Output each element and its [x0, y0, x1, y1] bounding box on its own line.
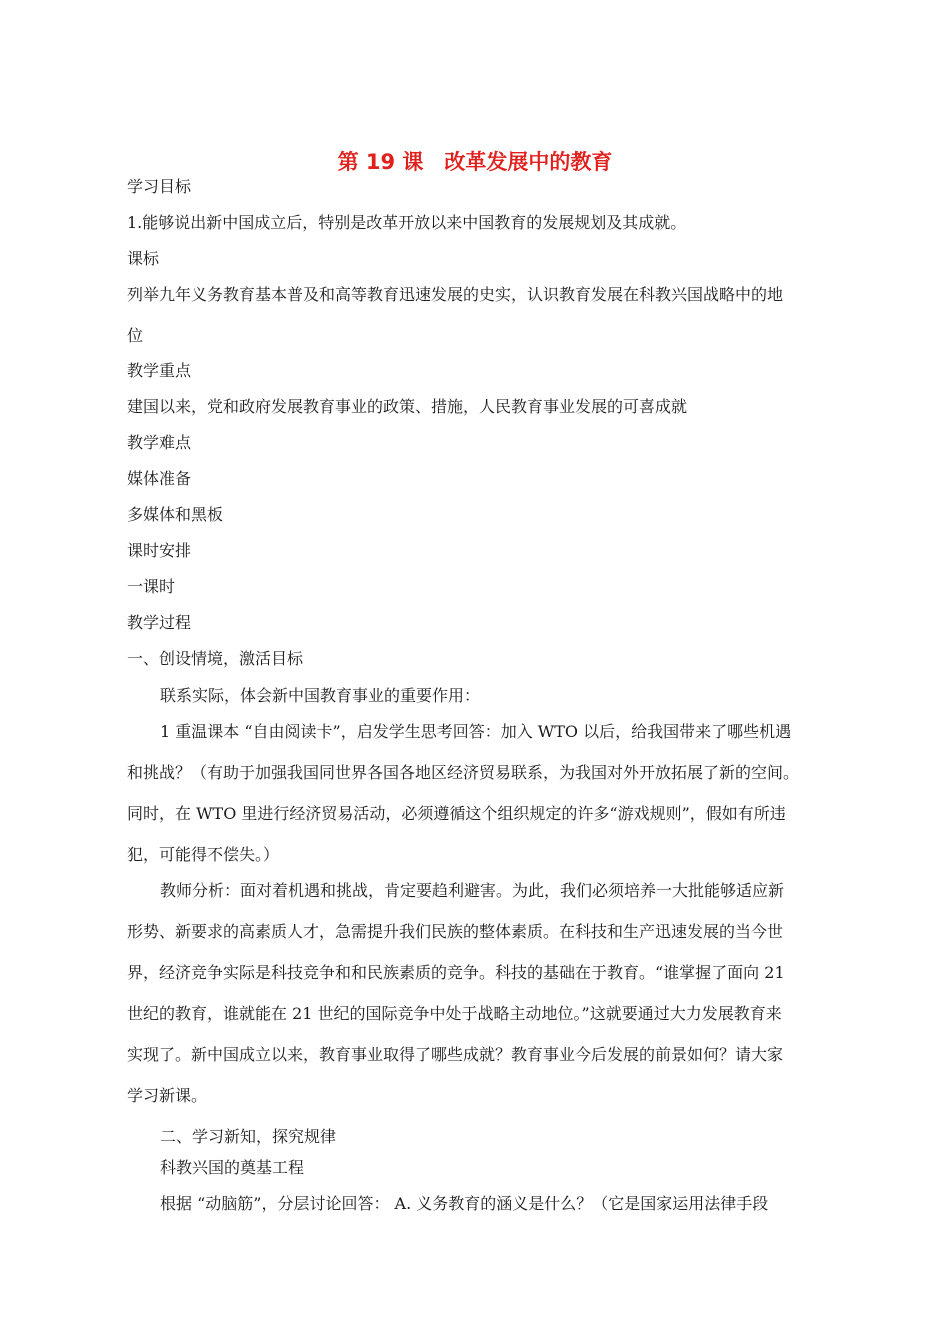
paragraph-line: 学习新课。 — [127, 1086, 208, 1105]
heading-teaching-process: 教学过程 — [127, 613, 192, 632]
heading-media-preparation: 媒体准备 — [127, 469, 192, 488]
section-2-heading: 二、学习新知，探究规律 — [160, 1127, 337, 1146]
section-1-heading: 一、创设情境，激活目标 — [127, 649, 304, 668]
subsection-heading: 科教兴国的奠基工程 — [160, 1158, 305, 1177]
class-schedule-text: 一课时 — [127, 577, 176, 596]
paragraph-line: 和挑战？（有助于加强我国同世界各国各地区经济贸易联系，为我国对外开放拓展了新的空间。 — [127, 763, 800, 782]
curriculum-standard-text-cont: 位 — [127, 326, 144, 345]
paragraph-line: 根据 “动脑筋”，分层讨论回答： A. 义务教育的涵义是什么？（它是国家运用法律手段 — [160, 1194, 769, 1213]
paragraph-line: 同时，在 WTO 里进行经济贸易活动，必须遵循这个组织规定的许多“游戏规则”，假如有所违 — [127, 804, 786, 823]
heading-class-schedule: 课时安排 — [127, 541, 192, 560]
paragraph-line: 1 重温课本 “自由阅读卡”，启发学生思考回答：加入 WTO 以后，给我国带来了哪些机遇 — [160, 722, 792, 741]
learning-goal-1: 1.能够说出新中国成立后，特别是改革开放以来中国教育的发展规划及其成就。 — [127, 213, 687, 232]
paragraph-line: 界，经济竞争实际是科技竞争和和民族素质的竞争。科技的基础在于教育。“谁掌握了面向 21 — [127, 963, 785, 982]
paragraph-line: 世纪的教育，谁就能在 21 世纪的国际竞争中处于战略主动地位。”这就要通过大力发展教育来 — [127, 1004, 782, 1023]
heading-teaching-focus: 教学重点 — [127, 361, 192, 380]
media-preparation-text: 多媒体和黑板 — [127, 505, 224, 524]
paragraph-line: 实现了。新中国成立以来，教育事业取得了哪些成就？教育事业今后发展的前景如何？请大家 — [127, 1045, 784, 1064]
heading-learning-goals: 学习目标 — [127, 177, 192, 196]
paragraph-line: 犯，可能得不偿失。） — [127, 845, 280, 864]
paragraph-line: 联系实际，体会新中国教育事业的重要作用： — [160, 686, 481, 705]
teaching-focus-text: 建国以来，党和政府发展教育事业的政策、措施，人民教育事业发展的可喜成就 — [127, 397, 688, 416]
heading-teaching-difficulty: 教学难点 — [127, 433, 192, 452]
curriculum-standard-text: 列举九年义务教育基本普及和高等教育迅速发展的史实，认识教育发展在科教兴国战略中的地 — [127, 285, 784, 304]
lesson-title: 第 19 课 改革发展中的教育 — [337, 150, 613, 174]
paragraph-line: 形势、新要求的高素质人才，急需提升我们民族的整体素质。在科技和生产迅速发展的当今世 — [127, 922, 784, 941]
heading-curriculum-standard: 课标 — [127, 249, 160, 268]
paragraph-line: 教师分析：面对着机遇和挑战，肯定要趋利避害。为此，我们必须培养一大批能够适应新 — [160, 881, 785, 900]
